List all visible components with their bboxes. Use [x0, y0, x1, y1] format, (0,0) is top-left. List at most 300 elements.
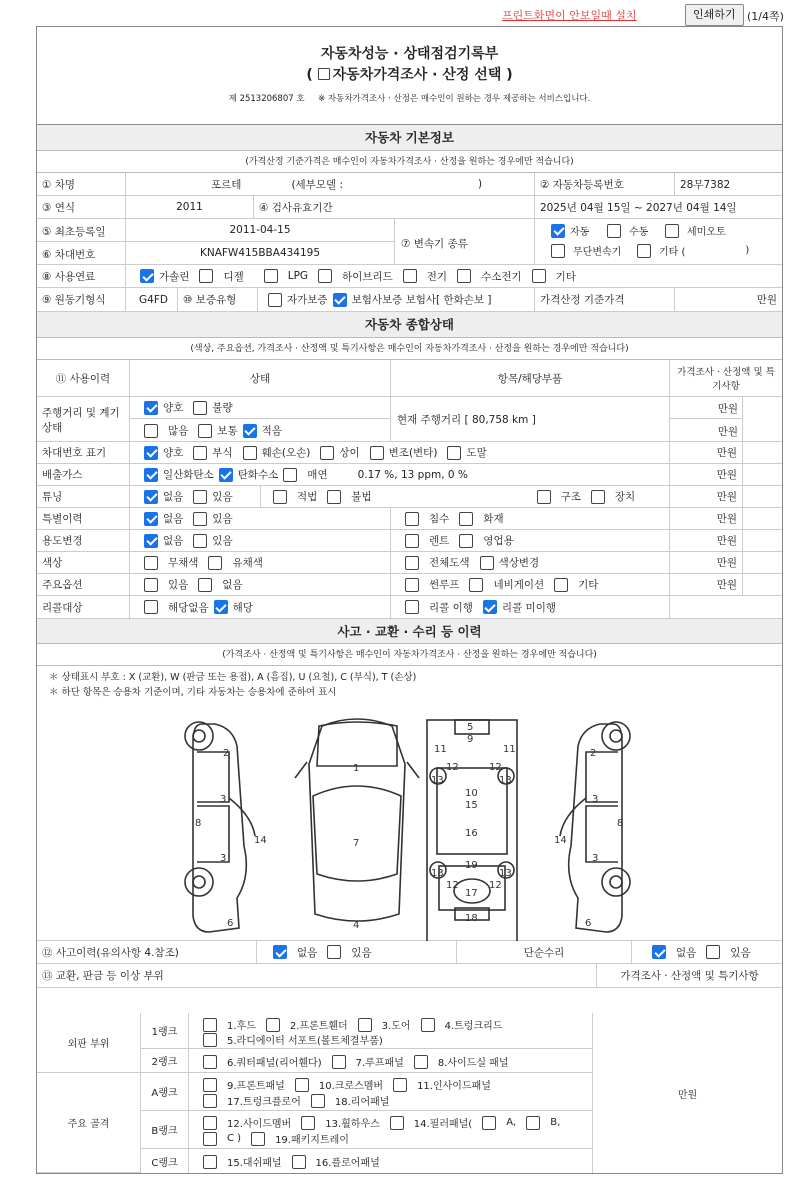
- tuning-label: 튜닝: [37, 486, 130, 507]
- color-price: 만원: [670, 552, 743, 573]
- fuel-lpg-checkbox[interactable]: [264, 269, 278, 283]
- color-state: [130, 552, 391, 573]
- accident-note: (가격조사 · 산정액 및 특기사항은 매수인이 자동차가격조사 · 산정을 원하는 경우에만 적습니다): [37, 644, 782, 666]
- part-dash-panel-checkbox[interactable]: [203, 1155, 217, 1169]
- part-front-fender-checkbox[interactable]: [266, 1018, 280, 1032]
- part-side-sill: 8.사이드실 패널: [437, 1058, 509, 1069]
- tuning-price: 만원: [670, 486, 743, 507]
- special-none: 없음: [163, 513, 184, 525]
- part-front-fender: 2.프론트휀더: [289, 1021, 348, 1032]
- trans-semi[interactable]: [665, 223, 726, 238]
- color-label: 색상: [37, 552, 130, 573]
- rankA-label: A랭크: [141, 1073, 189, 1111]
- rankB-line2: [203, 1131, 349, 1146]
- vin-mark-diff-checkbox[interactable]: [320, 446, 334, 460]
- part-rear-panel: 18.리어패널: [334, 1097, 390, 1108]
- special-fire: 화재: [483, 513, 504, 525]
- fuel-hybrid-checkbox[interactable]: [318, 269, 332, 283]
- recall-done-checkbox[interactable]: [405, 600, 419, 614]
- svg-text:11: 11: [503, 744, 516, 755]
- emission-label: 배출가스: [37, 464, 130, 485]
- accident-yes: 있음: [351, 946, 372, 959]
- usage-none-checkbox[interactable]: [144, 534, 158, 548]
- year-label: ③ 연식: [37, 196, 126, 218]
- part-side-member: 12.사이드멤버: [227, 1119, 292, 1130]
- accident-yes-checkbox[interactable]: [327, 945, 341, 959]
- color-changed-checkbox[interactable]: [480, 556, 494, 570]
- car-name: 포르테: [211, 178, 242, 191]
- part-door: 3.도어: [381, 1021, 411, 1032]
- part-pillar-panel-checkbox[interactable]: [390, 1116, 404, 1130]
- page-count: (1/4쪽): [747, 10, 784, 23]
- part-trunk-floor: 17.트렁크플로어: [227, 1097, 301, 1108]
- mileage-price2: 만원: [670, 419, 743, 442]
- simple-yes: 있음: [730, 946, 751, 959]
- tuning-legal-checkbox[interactable]: [273, 490, 287, 504]
- trans-semi-label: 세미오토: [687, 227, 726, 238]
- mileage-state2: [130, 419, 391, 442]
- rank1-label: 1랭크: [141, 1013, 189, 1049]
- fuel-diesel-checkbox[interactable]: [199, 269, 213, 283]
- status-section: 자동차 종합상태: [37, 312, 782, 338]
- part-hood-checkbox[interactable]: [203, 1018, 217, 1032]
- vin-mark-label: 차대번호 표기: [37, 442, 130, 463]
- svg-text:14: 14: [254, 835, 267, 846]
- svg-text:1: 1: [353, 763, 360, 774]
- color-items: [391, 552, 670, 573]
- vin-mark-row: [37, 442, 782, 464]
- option-no: 없음: [222, 579, 243, 591]
- mileage-good-checkbox[interactable]: [144, 401, 158, 415]
- rankA-line2: [203, 1093, 389, 1108]
- fuel-electric-checkbox[interactable]: [403, 269, 417, 283]
- part-side-member-checkbox[interactable]: [203, 1116, 217, 1130]
- rank1-line1: [203, 1017, 502, 1032]
- svg-text:19: 19: [465, 860, 478, 871]
- car-diagram: [37, 666, 782, 941]
- trans-etc-close: ): [745, 245, 750, 256]
- mileage-low: 적음: [261, 425, 282, 437]
- insurance-warranty: 보험사보증 보험사[ 한화손보 ]: [351, 294, 492, 306]
- basic-info-note: (가격산정 기준가격은 매수인이 자동차가격조사 · 산정을 원하는 경우에만 적습니다): [37, 151, 782, 173]
- recall-items: [391, 596, 670, 618]
- inspection-document: [36, 26, 783, 1174]
- vin-mark-rust-checkbox[interactable]: [193, 446, 207, 460]
- svg-text:3: 3: [592, 794, 599, 805]
- accident-section: 사고 · 교환 · 수리 등 이력: [37, 619, 782, 644]
- option-etc: 기타: [578, 579, 599, 591]
- emission-note: [743, 464, 782, 485]
- part-package-tray: 19.패키지트레이: [275, 1135, 349, 1146]
- part-pillar-panel: 14.필러패널(: [413, 1119, 473, 1130]
- svg-text:12: 12: [489, 880, 502, 891]
- svg-text:3: 3: [592, 853, 599, 864]
- fuel-etc: 기타: [555, 270, 576, 283]
- trans-manual-checkbox[interactable]: [607, 224, 621, 238]
- trans-label: ⑦ 변속기 종류: [395, 219, 535, 265]
- vin-mark-altered-checkbox[interactable]: [370, 446, 384, 460]
- special-fire-checkbox[interactable]: [459, 512, 473, 526]
- car-top-view: [295, 719, 419, 931]
- svg-text:15: 15: [465, 800, 478, 811]
- svg-text:13: 13: [499, 868, 512, 879]
- vin-mark-good-checkbox[interactable]: [144, 446, 158, 460]
- top-bar: [0, 0, 810, 28]
- recall-yes-checkbox[interactable]: [214, 600, 228, 614]
- vin-mark-smear-checkbox[interactable]: [447, 446, 461, 460]
- option-price: 만원: [670, 574, 743, 595]
- fuel-hydrogen-checkbox[interactable]: [457, 269, 471, 283]
- pillar-c-checkbox[interactable]: [203, 1132, 217, 1146]
- svg-text:18: 18: [465, 913, 478, 924]
- part-dash-panel: 15.대쉬패널: [227, 1158, 282, 1169]
- usage-change-note: [743, 530, 782, 551]
- trans-cvt[interactable]: [551, 243, 621, 258]
- svg-text:12: 12: [446, 762, 459, 773]
- usage-change-state: [130, 530, 391, 551]
- color-repaint-checkbox[interactable]: [405, 556, 419, 570]
- accident-none-checkbox[interactable]: [273, 945, 287, 959]
- parts-price-label: 가격조사 · 산정액 및 특기사항: [620, 970, 759, 982]
- vin-mark-altered: 변조(변타): [388, 447, 438, 459]
- recall-done: 리콜 이행: [429, 601, 473, 614]
- valid-period: 2025년 04월 15일 ~ 2027년 04월 14일: [540, 201, 737, 214]
- usage-none: 없음: [163, 535, 184, 547]
- car-name-label: ① 차명: [37, 173, 126, 195]
- mileage-normal: 보통: [217, 425, 238, 437]
- part-floor-panel-checkbox[interactable]: [292, 1155, 306, 1169]
- pillar-a: A,: [506, 1117, 517, 1128]
- first-reg-label: ⑤ 최초등록일: [37, 219, 126, 242]
- install-link[interactable]: 프린트화면이 안보일때 설치: [502, 9, 637, 22]
- svg-text:13: 13: [431, 868, 444, 879]
- part-wheel-house-checkbox[interactable]: [301, 1116, 315, 1130]
- trans-auto-label: 자동: [570, 227, 590, 238]
- row-car-name: [37, 173, 782, 196]
- accident-history-label: ⑫ 사고이력(유의사항 4.참조): [37, 941, 257, 963]
- emission-row: [37, 464, 782, 486]
- special-yes: 있음: [212, 513, 233, 525]
- special-items: [391, 508, 670, 529]
- car-right-side: [554, 722, 630, 932]
- special-yes-checkbox[interactable]: [193, 512, 207, 526]
- basic-info-section: 자동차 기본정보: [37, 125, 782, 151]
- passenger-car-note: ＊ 하단 항목은 승용차 기준이며, 기타 자동차는 승용차에 준하여 표시: [49, 687, 337, 698]
- year: 2011: [126, 196, 254, 218]
- fuel-diesel: 디젤: [223, 270, 244, 283]
- recall-yes: 해당: [232, 601, 253, 614]
- subtitle-text: 자동차가격조사 · 산정 선택 ): [332, 67, 513, 83]
- trans-etc-label: 기타 (: [659, 247, 686, 258]
- base-price-label: 가격산정 기준가격: [535, 288, 675, 311]
- reg-no-label: ② 자동차등록번호: [535, 173, 675, 195]
- recall-not-done: 리콜 미이행: [501, 601, 556, 614]
- part-trunk-floor-checkbox[interactable]: [203, 1094, 217, 1108]
- svg-text:12: 12: [446, 880, 459, 891]
- accident-history-options: [257, 941, 457, 963]
- car-frame-view: [427, 720, 517, 941]
- vin-mark-rust: 부식: [212, 447, 233, 459]
- simple-none-checkbox[interactable]: [652, 945, 666, 959]
- rankA-line1: [203, 1077, 491, 1092]
- rank2-line: [203, 1054, 509, 1069]
- first-reg: 2011-04-15: [126, 219, 395, 242]
- mileage-high-checkbox[interactable]: [144, 424, 158, 438]
- svg-text:17: 17: [465, 888, 478, 899]
- mileage-high: 많음: [168, 425, 189, 437]
- special-price: 만원: [670, 508, 743, 529]
- color-row: [37, 552, 782, 574]
- usage-business: 영업용: [483, 535, 514, 547]
- emission-smoke: 매연: [307, 469, 328, 481]
- trans-etc[interactable]: [637, 243, 749, 258]
- price-survey-checkbox[interactable]: [318, 68, 330, 80]
- tuning-device: 장치: [614, 491, 636, 503]
- self-warranty: 자가보증: [287, 294, 328, 306]
- option-state: [130, 574, 391, 595]
- svg-text:9: 9: [467, 734, 474, 745]
- part-door-checkbox[interactable]: [358, 1018, 372, 1032]
- engine: G4FD: [126, 288, 178, 311]
- svg-text:6: 6: [585, 918, 592, 929]
- mileage-price1: 만원: [670, 397, 743, 419]
- special-state: [130, 508, 391, 529]
- warranty-label: ⑩ 보증유형: [178, 288, 258, 311]
- row-engine: [37, 288, 782, 312]
- part-wheel-house: 13.휠하우스: [325, 1119, 380, 1130]
- trans-manual[interactable]: [607, 223, 648, 238]
- trans-etc-checkbox[interactable]: [637, 244, 651, 258]
- svg-text:13: 13: [431, 775, 444, 786]
- part-roof-panel: 7.루프패널: [355, 1058, 404, 1069]
- self-warranty-checkbox[interactable]: [268, 293, 282, 307]
- trans-manual-label: 수동: [629, 227, 649, 238]
- part-quarter-panel-checkbox[interactable]: [203, 1055, 217, 1069]
- mileage-row: [37, 397, 782, 442]
- emission-co: 일산화탄소: [163, 469, 214, 481]
- tuning-structure-checkbox[interactable]: [537, 490, 551, 504]
- svg-text:13: 13: [499, 775, 512, 786]
- special-none-checkbox[interactable]: [144, 512, 158, 526]
- option-note: [743, 574, 782, 595]
- rankB-line1: [203, 1115, 560, 1130]
- color-note: [743, 552, 782, 573]
- car-name-cell: [126, 173, 535, 195]
- detail-model-label: (세부모델 :: [291, 178, 343, 191]
- insurance-warranty-checkbox[interactable]: [333, 293, 347, 307]
- option-row: [37, 574, 782, 596]
- part-radiator-support-checkbox[interactable]: [203, 1033, 217, 1047]
- svg-text:10: 10: [465, 788, 478, 799]
- parts-label: ⑬ 교환, 판금 등 이상 부위: [37, 964, 597, 987]
- vin-label: ⑥ 차대번호: [37, 242, 126, 265]
- usage-change-label: 용도변경: [37, 530, 130, 551]
- part-package-tray-checkbox[interactable]: [251, 1132, 265, 1146]
- color-chromatic: 유채색: [232, 557, 263, 569]
- svg-text:16: 16: [465, 828, 478, 839]
- emission-values: 0.17 %, 13 ppm, 0 %: [357, 468, 468, 481]
- parts-header-row: [37, 964, 782, 988]
- outer-panel-label: 외판 부위: [37, 1013, 141, 1073]
- part-rear-panel-checkbox[interactable]: [311, 1094, 325, 1108]
- svg-text:4: 4: [353, 920, 360, 931]
- row-fuel: [37, 265, 782, 288]
- svg-text:7: 7: [353, 838, 360, 849]
- usage-rent-checkbox[interactable]: [405, 534, 419, 548]
- svg-text:8: 8: [617, 818, 624, 829]
- mileage-low-checkbox[interactable]: [243, 424, 257, 438]
- mileage-bad-checkbox[interactable]: [193, 401, 207, 415]
- tuning-none-checkbox[interactable]: [144, 490, 158, 504]
- price-header: 가격조사 · 산정액 및 특기사항: [677, 367, 775, 392]
- reg-no: 28무7382: [680, 178, 731, 191]
- usage-header: ⑪ 사용이력: [37, 360, 130, 396]
- row-year: [37, 196, 782, 219]
- part-trunk-lid-checkbox[interactable]: [421, 1018, 435, 1032]
- base-price-unit: 만원: [756, 294, 777, 306]
- emission-co-checkbox[interactable]: [144, 468, 158, 482]
- status-header-row: [37, 360, 782, 397]
- option-sunroof-checkbox[interactable]: [405, 578, 419, 592]
- svg-text:14: 14: [554, 835, 567, 846]
- trans-semi-checkbox[interactable]: [665, 224, 679, 238]
- usage-rent: 렌트: [429, 535, 450, 547]
- emission-options: [130, 464, 670, 485]
- subtitle-open: (: [306, 67, 313, 83]
- pillar-a-checkbox[interactable]: [482, 1116, 496, 1130]
- tuning-structure: 구조: [560, 491, 581, 503]
- emission-smoke-checkbox[interactable]: [283, 468, 297, 482]
- mileage-good: 양호: [163, 402, 184, 414]
- trans-auto-checkbox[interactable]: [551, 224, 565, 238]
- accident-none: 없음: [297, 946, 318, 959]
- engine-label: ⑨ 원동기형식: [37, 288, 126, 311]
- svg-text:6: 6: [227, 918, 234, 929]
- svg-text:2: 2: [223, 748, 230, 759]
- vin-mark-price: 만원: [670, 442, 743, 463]
- tuning-row: [37, 486, 782, 508]
- usage-business-checkbox[interactable]: [459, 534, 473, 548]
- main-frame-label: 주요 골격: [37, 1073, 141, 1173]
- emission-price: 만원: [670, 464, 743, 485]
- part-front-panel-checkbox[interactable]: [203, 1078, 217, 1092]
- vin-mark-damage-checkbox[interactable]: [243, 446, 257, 460]
- recall-state: [130, 596, 391, 618]
- tuning-state: [130, 486, 261, 507]
- part-cross-member-checkbox[interactable]: [295, 1078, 309, 1092]
- option-etc-checkbox[interactable]: [554, 578, 568, 592]
- print-button[interactable]: 인쇄하기: [685, 4, 744, 26]
- option-navi-checkbox[interactable]: [469, 578, 483, 592]
- option-navi: 네비게이션: [493, 579, 545, 591]
- svg-text:3: 3: [220, 794, 227, 805]
- trans-auto[interactable]: [551, 223, 589, 238]
- recall-label: 리콜대상: [37, 596, 130, 618]
- fuel-options: [126, 265, 782, 287]
- pillar-c: C ): [227, 1133, 242, 1144]
- tuning-note: [743, 486, 782, 507]
- svg-text:8: 8: [195, 818, 202, 829]
- part-inside-panel: 11.인사이드패널: [417, 1081, 491, 1092]
- usage-yes: 있음: [212, 535, 233, 547]
- rank2-label: 2랭크: [141, 1049, 189, 1073]
- option-yes: 있음: [168, 579, 189, 591]
- recall-none: 해당없음: [168, 601, 209, 614]
- emission-hc-checkbox[interactable]: [219, 468, 233, 482]
- mileage-normal-checkbox[interactable]: [198, 424, 212, 438]
- simple-yes-checkbox[interactable]: [706, 945, 720, 959]
- usage-yes-checkbox[interactable]: [193, 534, 207, 548]
- part-hood: 1.후드: [227, 1021, 256, 1032]
- color-changed: 색상변경: [498, 557, 540, 569]
- row-first-reg-vin: [37, 219, 782, 265]
- option-yes-checkbox[interactable]: [144, 578, 158, 592]
- special-label: 특별이력: [37, 508, 130, 529]
- tuning-yes-checkbox[interactable]: [193, 490, 207, 504]
- color-achromatic: 무채색: [168, 557, 199, 569]
- pillar-b-checkbox[interactable]: [526, 1116, 540, 1130]
- rankC-line: [203, 1154, 380, 1169]
- document-title: 자동차성능 · 상태점검기록부: [320, 46, 499, 62]
- part-inside-panel-checkbox[interactable]: [393, 1078, 407, 1092]
- special-note: [743, 508, 782, 529]
- document-header: [37, 27, 782, 125]
- fuel-electric: 전기: [426, 270, 448, 283]
- fuel-label: ⑧ 사용연료: [37, 265, 126, 287]
- recall-none-checkbox[interactable]: [144, 600, 158, 614]
- car-diagram-area: [37, 666, 782, 941]
- vin-mark-diff: 상이: [339, 447, 360, 459]
- mileage-text: 현재 주행거리 [ 80,758 km ]: [391, 397, 670, 442]
- tuning-yes: 있음: [212, 491, 233, 503]
- emission-hc: 탄화수소: [237, 469, 279, 481]
- fuel-hybrid: 하이브리드: [342, 270, 393, 283]
- part-trunk-lid: 4.트렁크리드: [444, 1021, 503, 1032]
- tuning-illegal-checkbox[interactable]: [327, 490, 341, 504]
- fuel-hydrogen: 수소전기: [481, 270, 522, 283]
- color-chromatic-checkbox[interactable]: [208, 556, 222, 570]
- part-side-sill-checkbox[interactable]: [414, 1055, 428, 1069]
- item-header: 항목/해당부품: [391, 360, 670, 396]
- trans-cvt-checkbox[interactable]: [551, 244, 565, 258]
- document-number-line: [37, 92, 782, 104]
- svg-text:11: 11: [434, 744, 447, 755]
- option-no-checkbox[interactable]: [198, 578, 212, 592]
- svg-text:2: 2: [590, 748, 597, 759]
- part-quarter-panel: 6.쿼터패널(리어휀다): [227, 1058, 322, 1069]
- symbol-legend: ＊ 상태표시 부호 : X (교환), W (판금 또는 용접), A (흠집), U (요철), C (부식), T (손상): [49, 672, 417, 683]
- mileage-state1: [130, 397, 391, 419]
- pillar-b: B,: [550, 1117, 561, 1128]
- svg-text:3: 3: [220, 853, 227, 864]
- tuning-device-checkbox[interactable]: [591, 490, 605, 504]
- option-sunroof: 썬루프: [429, 579, 460, 591]
- detail-model-close: ): [477, 178, 483, 190]
- part-floor-panel: 16.플로어패널: [315, 1158, 380, 1169]
- fuel-gasoline-checkbox[interactable]: [140, 269, 154, 283]
- color-achromatic-checkbox[interactable]: [144, 556, 158, 570]
- part-roof-panel-checkbox[interactable]: [332, 1055, 346, 1069]
- recall-not-done-checkbox[interactable]: [483, 600, 497, 614]
- mileage-label: 주행거리 및 계기상태: [37, 397, 130, 442]
- usage-change-row: [37, 530, 782, 552]
- fuel-etc-checkbox[interactable]: [532, 269, 546, 283]
- vin: KNAFW415BBA434195: [126, 242, 395, 265]
- tuning-none: 없음: [163, 491, 184, 503]
- part-radiator-support: 5.라디에이터 서포트(볼트체결부품): [227, 1036, 383, 1047]
- vin-mark-options: [130, 442, 670, 463]
- special-flood-checkbox[interactable]: [405, 512, 419, 526]
